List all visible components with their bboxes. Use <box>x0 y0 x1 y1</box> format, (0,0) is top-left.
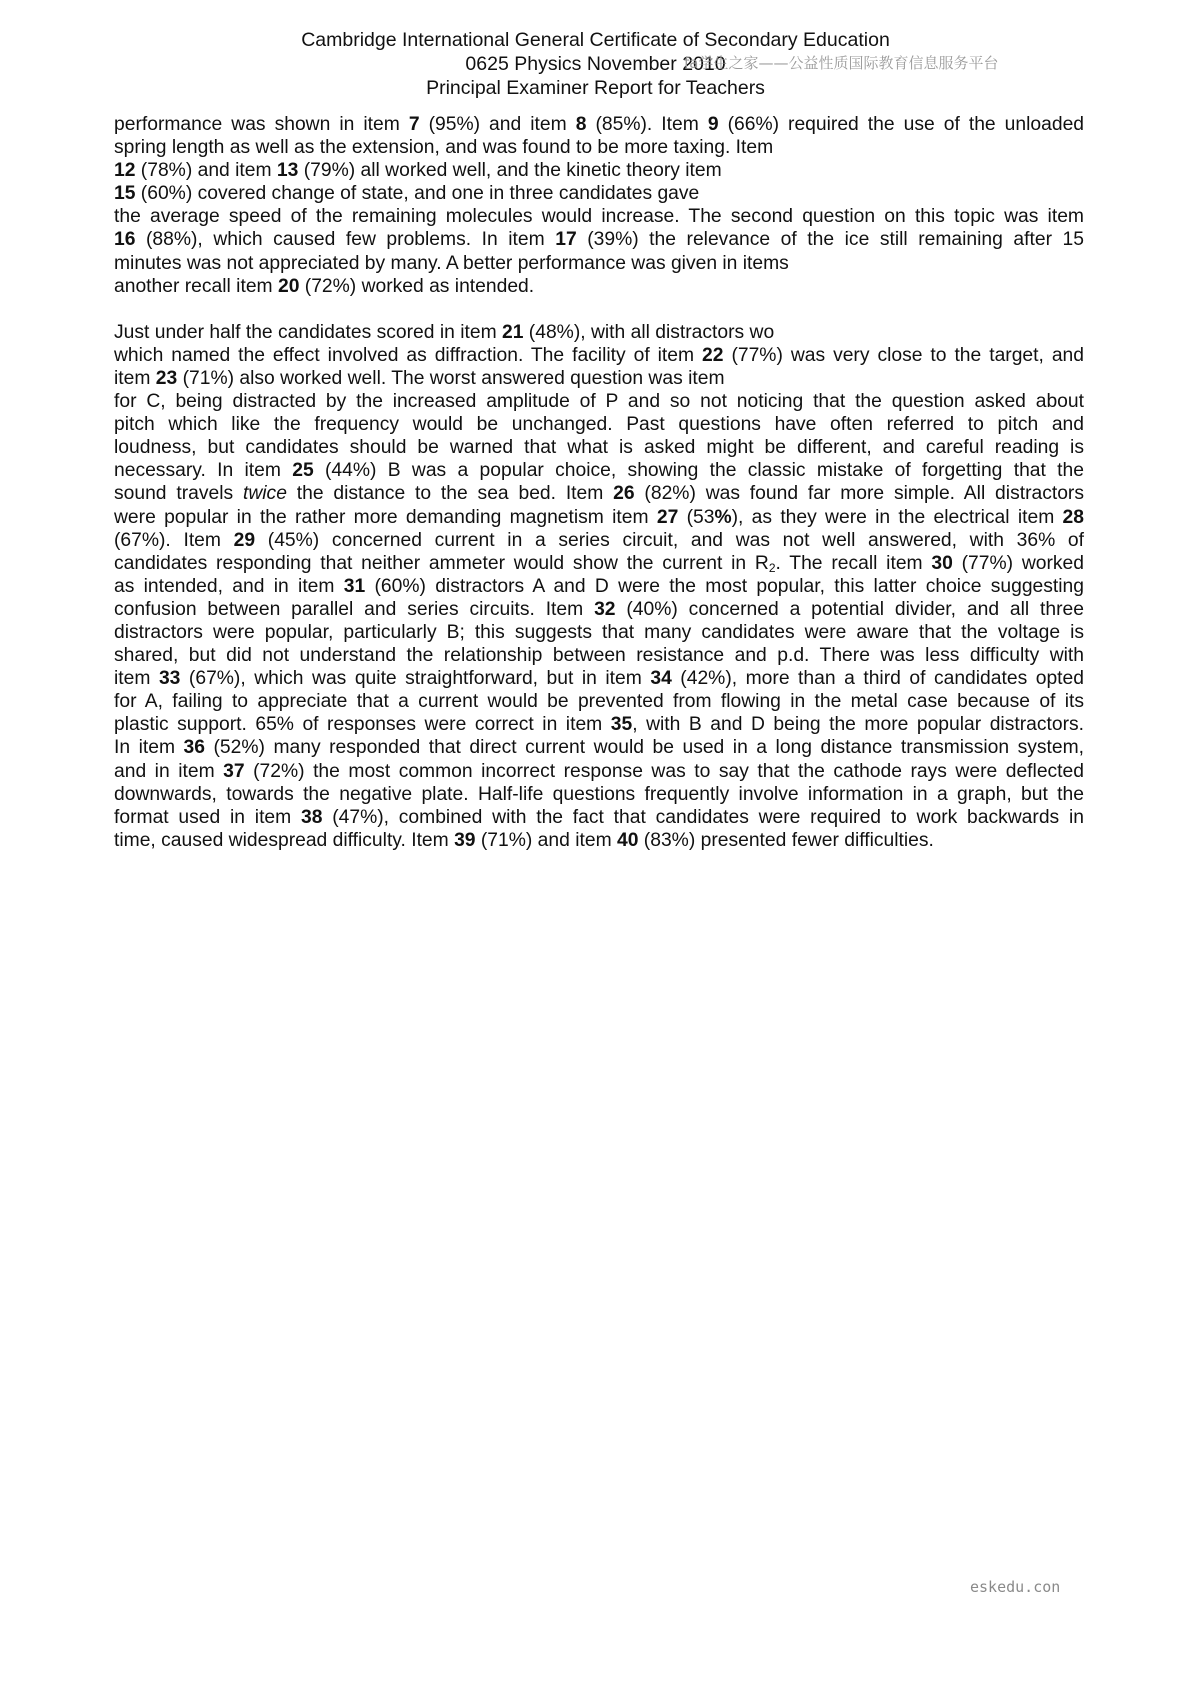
text-run: (44%) B was a popular choice, showing the classic mistake of forgetting that the <box>313 460 1084 482</box>
text-line <box>114 690 1084 713</box>
text-run: ), as they were in the electrical item <box>731 506 1063 528</box>
text-line <box>114 228 1084 251</box>
text-run: (60%) distractors A and D were the most popular, this latter choice suggesting <box>365 575 1084 597</box>
text-line <box>114 159 1084 182</box>
text-run: (42%), more than a third of candidates opted <box>671 668 1084 690</box>
text-line <box>114 506 1084 529</box>
text-run: minutes was not appreciated by many. A better performance was given in items <box>114 252 789 274</box>
item-number: 7 <box>408 114 420 135</box>
text-run: (95%) and item <box>419 114 576 135</box>
item-number: 25 <box>292 460 314 482</box>
text-line <box>114 713 1084 736</box>
text-run: format used in item <box>114 806 301 828</box>
text-line <box>114 598 1084 621</box>
text-run: performance was shown in item <box>114 114 409 135</box>
item-number: 27 <box>656 506 679 528</box>
text-line <box>114 136 1084 159</box>
text-run: plastic support. 65% of responses were correct in item <box>114 714 611 736</box>
text-line <box>114 529 1084 552</box>
text-line <box>114 783 1084 806</box>
text-run: for A, failing to appreciate that a current would be prevented from flowing in the metal case because of its <box>114 691 1084 713</box>
text-run: sound travels <box>114 483 243 505</box>
item-number: 12 <box>114 160 136 182</box>
text-run: (82%) was found far more simple. All distractors <box>634 483 1084 505</box>
text-line <box>114 575 1084 598</box>
text-line <box>114 667 1084 690</box>
text-run: (72%) the most common incorrect response was to say that the cathode rays were deflected <box>244 760 1084 782</box>
text-line <box>114 829 1084 852</box>
text-line <box>114 459 1084 482</box>
text-run: necessary. In item <box>114 460 293 482</box>
item-number: 39 <box>454 829 476 851</box>
text-run: another recall item <box>114 275 278 297</box>
text-run: . The recall item <box>775 552 932 574</box>
text-line <box>114 644 1084 667</box>
text-run: (72%) worked as intended. <box>299 275 535 297</box>
text-line <box>114 436 1084 459</box>
text-run: (60%) covered change of state, and one in three candidates gave <box>135 183 700 205</box>
text-run: twice <box>242 483 287 505</box>
text-run: (83%) presented fewer difficulties. <box>638 829 934 851</box>
text-run: 2 <box>768 560 776 575</box>
text-line <box>114 806 1084 829</box>
text-run: loudness, but candidates should be warned that what is asked might be different, and careful reading is <box>114 437 1084 459</box>
item-number: 29 <box>233 529 256 551</box>
text-run: (40%) concerned a potential divider, and all three <box>615 598 1084 620</box>
header-subtitle: 0625 Physics November 2010 <box>465 53 726 75</box>
item-number: 16 <box>114 229 136 251</box>
item-number: 34 <box>650 668 672 690</box>
text-run: time, caused widespread difficulty. Item <box>114 829 455 851</box>
header-title: Cambridge International General Certificate of Secondary Education <box>301 29 890 51</box>
paragraph-thermal-physics <box>114 113 1084 298</box>
text-run: (71%) also worked well. The worst answered question was item <box>177 367 725 389</box>
text-run: were popular in the rather more demanding magnetism item <box>114 506 657 528</box>
item-number: 36 <box>183 737 205 759</box>
item-number: 35 <box>610 714 633 736</box>
watermark-text: fa学生之家——公益性质国际教育信息服务平台 <box>684 54 999 72</box>
header-report-name: Principal Examiner Report for Teachers <box>426 77 765 99</box>
text-run: confusion between parallel and series circuits. Item <box>114 598 595 620</box>
item-number: 13 <box>276 160 299 182</box>
item-number: 30 <box>931 552 953 574</box>
text-run: (48%), with all distractors wo <box>523 321 775 343</box>
item-number: 21 <box>502 321 524 343</box>
text-line <box>114 321 1084 344</box>
text-line <box>114 182 1084 205</box>
item-number: 15 <box>114 183 136 205</box>
text-run: (45%) concerned current in a series circuit, and was not well answered, with 36% of <box>255 529 1084 551</box>
footer-watermark: eskedu.con <box>970 1578 1061 1596</box>
text-run: (39%) the relevance of the ice still remaining after 15 <box>576 229 1084 251</box>
text-run: the average speed of the remaining molecules would increase. The second question on this topic was item <box>114 206 1084 228</box>
text-run: (53 <box>678 506 715 528</box>
report-body <box>114 113 1084 875</box>
text-run: distractors were popular, particularly B; this suggests that many candidates were aware that the voltage is <box>114 621 1084 643</box>
text-run: the distance to the sea bed. Item <box>286 483 614 505</box>
text-line <box>114 252 1084 275</box>
item-number: 20 <box>277 275 300 297</box>
item-number: 23 <box>155 367 178 389</box>
text-run: which named the effect involved as diffraction. The facility of item <box>114 344 703 366</box>
text-line <box>114 113 1084 136</box>
text-run: (67%), which was quite straightforward, but in item <box>180 668 651 690</box>
text-run: In item <box>114 737 184 759</box>
item-number: 17 <box>555 229 577 251</box>
item-number: 33 <box>158 668 181 690</box>
text-run: (77%) was very close to the target, and <box>723 344 1084 366</box>
text-line <box>114 736 1084 759</box>
text-run: (47%), combined with the fact that candidates were required to work backwards in <box>322 806 1084 828</box>
text-run: (85%). Item <box>586 114 708 135</box>
item-number: 37 <box>223 760 245 782</box>
text-run: (88%), which caused few problems. In item <box>135 229 556 251</box>
text-run: item <box>114 668 159 690</box>
text-run: spring length as well as the extension, and was found to be more taxing. Item <box>114 137 774 159</box>
text-line <box>114 482 1084 505</box>
text-run: (77%) worked <box>952 552 1084 574</box>
text-line <box>114 760 1084 783</box>
item-number: 38 <box>300 806 323 828</box>
text-run: pitch which like the frequency would be unchanged. Past questions have often referred to pitch and <box>114 414 1084 436</box>
text-run: and in item <box>114 760 224 782</box>
text-run: shared, but did not understand the relationship between resistance and p.d. There was less difficulty with <box>114 645 1084 667</box>
item-number: 32 <box>594 598 616 620</box>
text-run: (52%) many responded that direct current would be used in a long distance transmission system, <box>205 737 1084 759</box>
item-number: 28 <box>1062 506 1084 528</box>
item-number: 40 <box>617 829 639 851</box>
page-header <box>0 28 1191 100</box>
text-run: for C, being distracted by the increased amplitude of P and so not noticing that the question asked about <box>114 391 1084 413</box>
text-run: (79%) all worked well, and the kinetic theory item <box>298 160 722 182</box>
text-line <box>114 390 1084 413</box>
text-line <box>114 205 1084 228</box>
item-number: 8 <box>575 114 587 135</box>
text-run: Just under half the candidates scored in item <box>114 321 502 343</box>
text-run: downwards, towards the negative plate. Half-life questions frequently involve information in a graph, but the <box>114 783 1084 805</box>
text-run: as intended, and in item <box>114 575 344 597</box>
item-number: 26 <box>613 483 635 505</box>
item-number: 9 <box>707 114 719 135</box>
text-run: item <box>114 367 156 389</box>
text-run: (71%) and item <box>475 829 617 851</box>
text-line <box>114 552 1084 575</box>
text-line <box>114 275 1084 298</box>
item-number: 22 <box>702 344 724 366</box>
text-run: (66%) required the use of the unloaded <box>718 114 1085 135</box>
text-line <box>114 413 1084 436</box>
item-number: % <box>714 506 732 528</box>
paragraph-waves-electricity <box>114 321 1084 852</box>
text-line <box>114 621 1084 644</box>
text-run: candidates responding that neither ammeter would show the current in R <box>114 552 769 574</box>
text-run: (78%) and item <box>135 160 277 182</box>
text-line <box>114 344 1084 367</box>
text-run: (67%). Item <box>114 529 234 551</box>
text-line <box>114 367 1084 390</box>
item-number: 31 <box>343 575 366 597</box>
text-run: , with B and D being the more popular distractors. <box>632 714 1084 736</box>
